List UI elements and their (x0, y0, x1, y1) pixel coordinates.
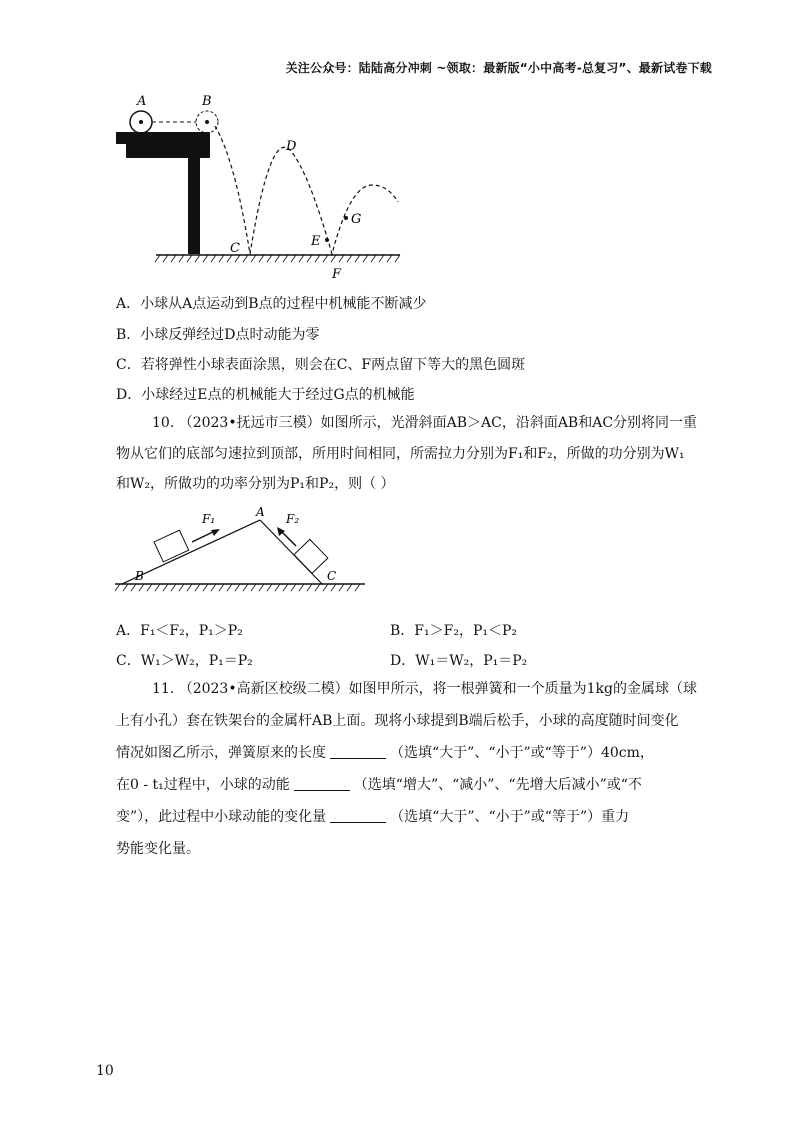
bouncing-ball-figure (110, 90, 410, 285)
trajectory (215, 126, 398, 254)
q10-stem-line1: 10. （2023•抚远市三模）如图所示，光滑斜面AB＞AC，沿斜面AB和AC分别将同一重 (152, 415, 698, 431)
label-f2: F₂ (286, 512, 300, 526)
answer-blank-3[interactable] (330, 808, 386, 823)
q9-option-b: B．小球反弹经过D点时动能为零 (116, 327, 320, 343)
q11-line4-b: （选填“增大”、“减小”、“先增大后减小”或“不 (353, 777, 642, 793)
q11-line2: 上有小孔）套在铁架台的金属杆AB上面。现将小球提到B端后松手，小球的高度随时间变化 (116, 713, 679, 729)
q10-option-b: B．F₁＞F₂，P₁＜P₂ (390, 623, 518, 639)
label-g: G (351, 212, 362, 227)
label-a: A (137, 94, 147, 109)
label-c2: C (327, 569, 337, 583)
q9-option-a: A．小球从A点运动到B点的过程中机械能不断减少 (116, 296, 427, 312)
table-top (116, 132, 210, 144)
q11-line4 (116, 770, 642, 800)
q11-line5-b: （选填“大于”、“小于”或“等于”）重力 (390, 809, 630, 825)
q11-line5-a: 变”），此过程中小球动能的变化量 (116, 809, 327, 825)
point-e (325, 238, 329, 242)
answer-blank-2[interactable] (294, 776, 350, 791)
block-ab (154, 530, 189, 562)
q11-line3 (116, 738, 654, 768)
label-f: F (332, 267, 342, 282)
q11-line3-a: 情况如图乙所示，弹簧原来的长度 (116, 745, 326, 761)
q10-option-a: A．F₁＜F₂，P₁＞P₂ (116, 623, 243, 639)
incline-figure (110, 500, 370, 600)
block-ac (294, 539, 328, 573)
label-b2: B (135, 569, 144, 583)
q9-option-d: D．小球经过E点的机械能大于经过G点的机械能 (116, 387, 415, 403)
label-d: D (286, 139, 297, 154)
label-f1: F₁ (202, 512, 216, 526)
q11-line4-a: 在0 - t₁过程中，小球的动能 (116, 777, 290, 793)
label-apex-a: A (256, 505, 265, 519)
q11-line1: 11. （2023•高新区校级二模）如图甲所示，将一根弹簧和一个质量为1kg的金属球（球 (152, 681, 697, 697)
page-number: 10 (96, 1063, 114, 1079)
page-header: 关注公众号：陆陆高分冲刺 ~领取：最新版“小中高考-总复习”、最新试卷下载 (285, 61, 712, 75)
label-e: E (311, 234, 321, 249)
q11-line6: 势能变化量。 (116, 841, 200, 857)
point-g (344, 216, 348, 220)
q9-option-c: C．若将弹性小球表面涂黑，则会在C、F两点留下等大的黑色圆斑 (116, 357, 526, 373)
q10-stem-line2: 物从它们的底部匀速拉到顶部，所用时间相同，所需拉力分别为F₁和F₂，所做的功分别为W₁ (116, 446, 685, 462)
q10-option-d: D．W₁＝W₂，P₁＝P₂ (390, 653, 528, 669)
q11-line3-b: （选填“大于”、“小于”或“等于”）40cm， (390, 745, 654, 761)
label-c: C (230, 241, 240, 256)
table-leg (188, 158, 200, 254)
q10-option-c: C．W₁＞W₂，P₁＝P₂ (116, 653, 253, 669)
answer-blank-1[interactable] (330, 744, 386, 759)
q10-stem-line3: 和W₂，所做功的功率分别为P₁和P₂，则（ ） (116, 476, 395, 492)
table-slab (126, 144, 210, 158)
q11-line5 (116, 802, 629, 832)
label-b: B (202, 94, 212, 109)
